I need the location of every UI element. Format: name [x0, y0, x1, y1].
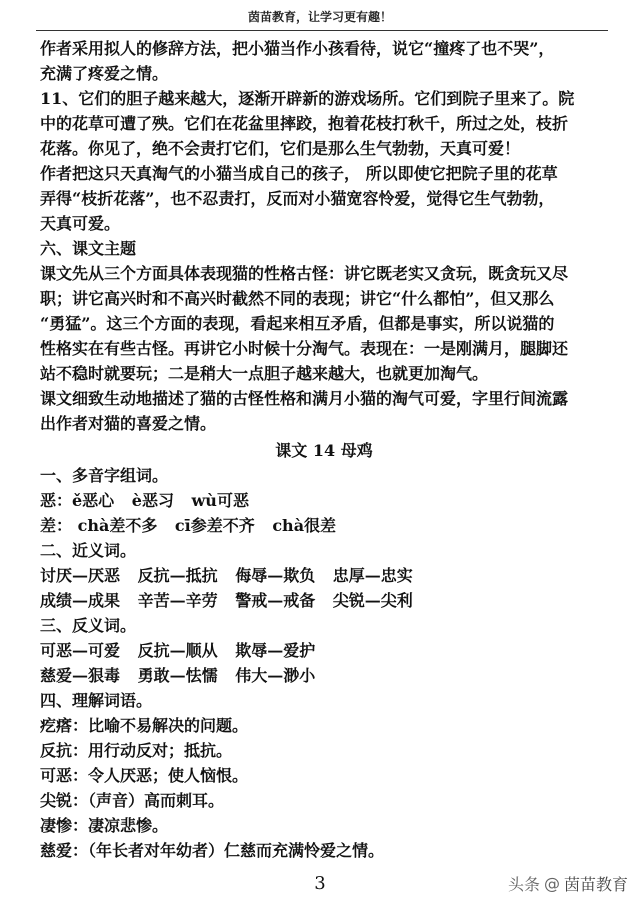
text-line: 11、它们的胆子越来越大，逐渐开辟新的游戏场所。它们到院子里来了。院: [40, 89, 575, 108]
page-header: 茵苗教育，让学习更有趣！: [247, 10, 392, 24]
term: 勇敢—怯懦: [137, 666, 218, 685]
text-line: 性格实在有些古怪。再讲它小时候十分淘气。表现在：一是刚满月，腿脚还: [40, 339, 569, 358]
term-row: [40, 563, 608, 588]
term-row: [40, 663, 608, 688]
page-number: 3: [314, 873, 326, 894]
text-line: “勇猛”。这三个方面的表现，看起来相互矛盾，但都是事实，所以说猫的: [40, 314, 555, 333]
definition-item: 凄惨：凄凉悲惨。: [40, 816, 169, 835]
section-heading: 二、近义词。: [40, 541, 137, 560]
term: 可恶—可爱: [40, 641, 121, 660]
term-row: [40, 588, 608, 613]
term: cī参差不齐: [174, 516, 255, 535]
watermark-at: @: [543, 874, 560, 893]
watermark: [508, 872, 628, 895]
text-line: 课文细致生动地描述了猫的古怪性格和满月小猫的淘气可爱，字里行间流露: [40, 389, 569, 408]
term: 成绩—成果: [40, 591, 121, 610]
term: 尖锐—尖利: [332, 591, 413, 610]
text-line: 职；讲它高兴时和不高兴时截然不同的表现；讲它“什么都怕”，但又那么: [40, 289, 555, 308]
text-line: 中的花草可遭了殃。它们在花盆里摔跤，抱着花枝打秋千，所过之处，枝折: [40, 114, 569, 133]
term: è恶习: [131, 491, 174, 510]
header-divider: [36, 30, 608, 31]
term-row: [40, 488, 608, 513]
term: 反抗—抵抗: [137, 566, 218, 585]
text-line: 充满了疼爱之情。: [40, 64, 169, 83]
text-line: 课文先从三个方面具体表现猫的性格古怪：讲它既老实又贪玩，既贪玩又尽: [40, 264, 569, 283]
section-heading: 六、课文主题: [40, 239, 137, 258]
watermark-brand: 头条: [507, 875, 540, 894]
section-heading: 一、多音字组词。: [40, 466, 169, 485]
definition-item: 疙瘩：比喻不易解决的问题。: [40, 716, 249, 735]
term: 差： chà差不多: [40, 516, 158, 535]
term-row: [40, 638, 608, 663]
term: 恶：ě恶心: [40, 491, 115, 510]
definition-item: 可恶：令人厌恶；使人恼恨。: [40, 766, 249, 785]
term: 反抗—顺从: [137, 641, 218, 660]
definition-item: 反抗：用行动反对；抵抗。: [40, 741, 233, 760]
term: 侮辱—欺负: [235, 566, 316, 585]
term: 忠厚—忠实: [332, 566, 413, 585]
text-line: 作者把这只天真淘气的小猫当成自己的孩子， 所以即使它把院子里的花草: [40, 164, 558, 183]
definition-item: 慈爱：（年长者对年幼者）仁慈而充满怜爱之情。: [40, 841, 385, 860]
text-line: 站不稳时就要玩；二是稍大一点胆子越来越大，也就更加淘气。: [40, 364, 489, 383]
text-line: 弄得“枝折花落”，也不忍责打，反而对小猫宽容怜爱，觉得它生气勃勃，: [40, 189, 555, 208]
lesson-title: 课文 14 母鸡: [275, 441, 373, 460]
text-line: 花落。你见了，绝不会责打它们，它们是那么生气勃勃，天真可爱！: [40, 139, 521, 158]
text-line: 作者采用拟人的修辞方法，把小猫当作小孩看待，说它“撞疼了也不哭”，: [40, 39, 555, 58]
text-line: 天真可爱。: [40, 214, 121, 233]
term: chà很差: [272, 516, 337, 535]
term: 辛苦—辛劳: [137, 591, 218, 610]
document-body: [40, 36, 608, 863]
term: 伟大—渺小: [235, 666, 316, 685]
watermark-name: 茵苗教育: [563, 875, 628, 894]
term: wù可恶: [191, 491, 249, 510]
term: 慈爱—狠毒: [40, 666, 121, 685]
text-line: 出作者对猫的喜爱之情。: [40, 414, 217, 433]
term: 讨厌—厌恶: [40, 566, 121, 585]
section-heading: 三、反义词。: [40, 616, 137, 635]
definition-item: 尖锐：（声音）高而刺耳。: [40, 791, 225, 810]
term: 警戒—戒备: [235, 591, 316, 610]
section-heading: 四、理解词语。: [40, 691, 153, 710]
term-row: [40, 513, 608, 538]
term: 欺辱—爱护: [235, 641, 316, 660]
